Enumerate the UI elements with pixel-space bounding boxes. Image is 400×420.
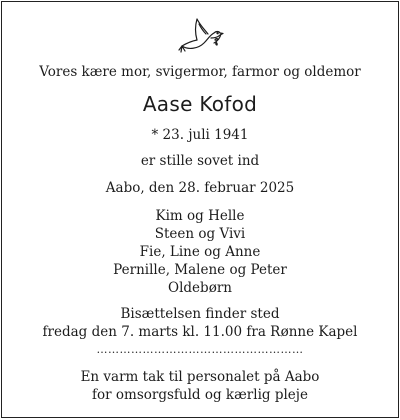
funeral-line: Bisættelsen finder sted: [120, 306, 280, 322]
family-line: Steen og Vivi: [154, 226, 246, 242]
place-and-date: Aabo, den 28. februar 2025: [105, 180, 295, 196]
family-line: Fie, Line og Anne: [139, 244, 261, 260]
intro-text: Vores kære mor, svigermor, farmor og oldemor: [39, 64, 361, 80]
deceased-name: Aase Kofod: [142, 92, 258, 116]
obituary-notice: [1, 1, 399, 418]
family-line: Kim og Helle: [155, 208, 245, 224]
family-line: Oldebørn: [168, 280, 232, 296]
dove-icon: [178, 16, 224, 54]
birth-date: * 23. juli 1941: [151, 127, 249, 143]
family-line: Pernille, Malene og Peter: [113, 262, 287, 278]
thanks-line: En varm tak til personalet på Aabo: [80, 369, 320, 385]
dotted-separator: ………………………………………………: [96, 344, 304, 356]
thanks-line: for omsorgsfuld og kærlig pleje: [92, 387, 308, 403]
passed-away-text: er stille sovet ind: [140, 153, 260, 169]
funeral-line: fredag den 7. marts kl. 11.00 fra Rønne Kapel: [42, 324, 358, 340]
